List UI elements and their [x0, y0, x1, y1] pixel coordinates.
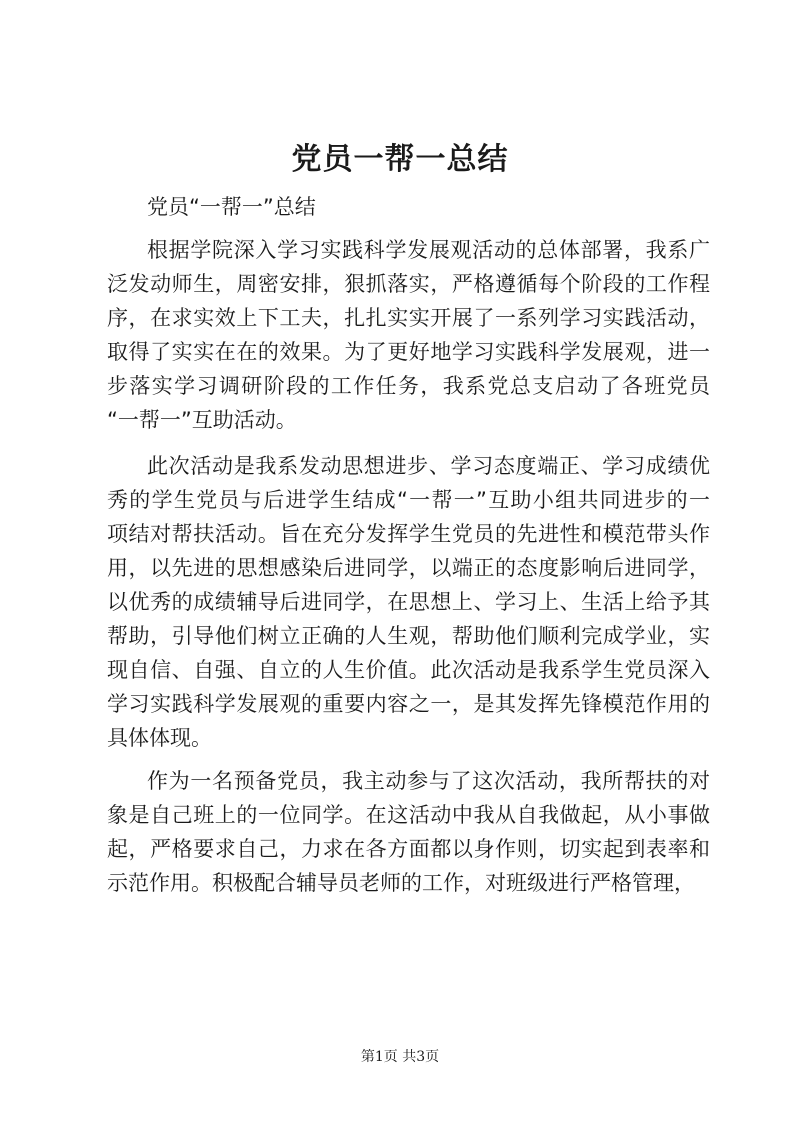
paragraph-line: 项结对帮扶活动。旨在充分发挥学生党员的先进性和模范带头作	[107, 522, 710, 546]
paragraph-line: 示范作用。积极配合辅导员老师的工作，对班级进行严格管理，	[107, 871, 695, 895]
paragraph-line: 具体体现。	[107, 726, 212, 750]
paragraph-line: “一帮一”互助活动。	[107, 408, 297, 432]
paragraph-line: 现自信、自强、自立的人生价值。此次活动是我系学生党员深入	[107, 658, 710, 682]
paragraph-line: 象是自己班上的一位同学。在这活动中我从自我做起，从小事做	[107, 803, 710, 827]
paragraph-line: 此次活动是我系发动思想进步、学习态度端正、学习成绩优	[147, 454, 710, 478]
paragraph-line: 根据学院深入学习实践科学发展观活动的总体部署，我系广	[147, 238, 710, 262]
paragraph-line: 以优秀的成绩辅导后进同学，在思想上、学习上、生活上给予其	[107, 590, 710, 614]
paragraph-line: 取得了实实在在的效果。为了更好地学习实践科学发展观，进一	[107, 340, 710, 364]
paragraph-line: 用，以先进的思想感染后进同学，以端正的态度影响后进同学，	[107, 556, 710, 580]
page-number: 第1页 共3页	[360, 1049, 440, 1065]
paragraph-line: 学习实践科学发展观的重要内容之一，是其发挥先锋模范作用的	[107, 692, 710, 716]
paragraph-line: 作为一名预备党员，我主动参与了这次活动，我所帮扶的对	[147, 769, 710, 793]
paragraph-line: 党员“一帮一”总结	[147, 195, 316, 219]
paragraph-line: 序，在求实效上下工夫，扎扎实实开展了一系列学习实践活动，	[107, 306, 710, 330]
paragraph-line: 泛发动师生，周密安排，狠抓落实，严格遵循每个阶段的工作程	[107, 272, 710, 296]
paragraph-line: 秀的学生党员与后进学生结成“一帮一”互助小组共同进步的一	[107, 488, 710, 512]
paragraph-line: 步落实学习调研阶段的工作任务，我系党总支启动了各班党员	[107, 374, 710, 398]
paragraph-line: 帮助，引导他们树立正确的人生观，帮助他们顺利完成学业，实	[107, 624, 710, 648]
document-title: 党员一帮一总结	[291, 142, 509, 177]
paragraph-line: 起，严格要求自己，力求在各方面都以身作则，切实起到表率和	[107, 837, 710, 861]
